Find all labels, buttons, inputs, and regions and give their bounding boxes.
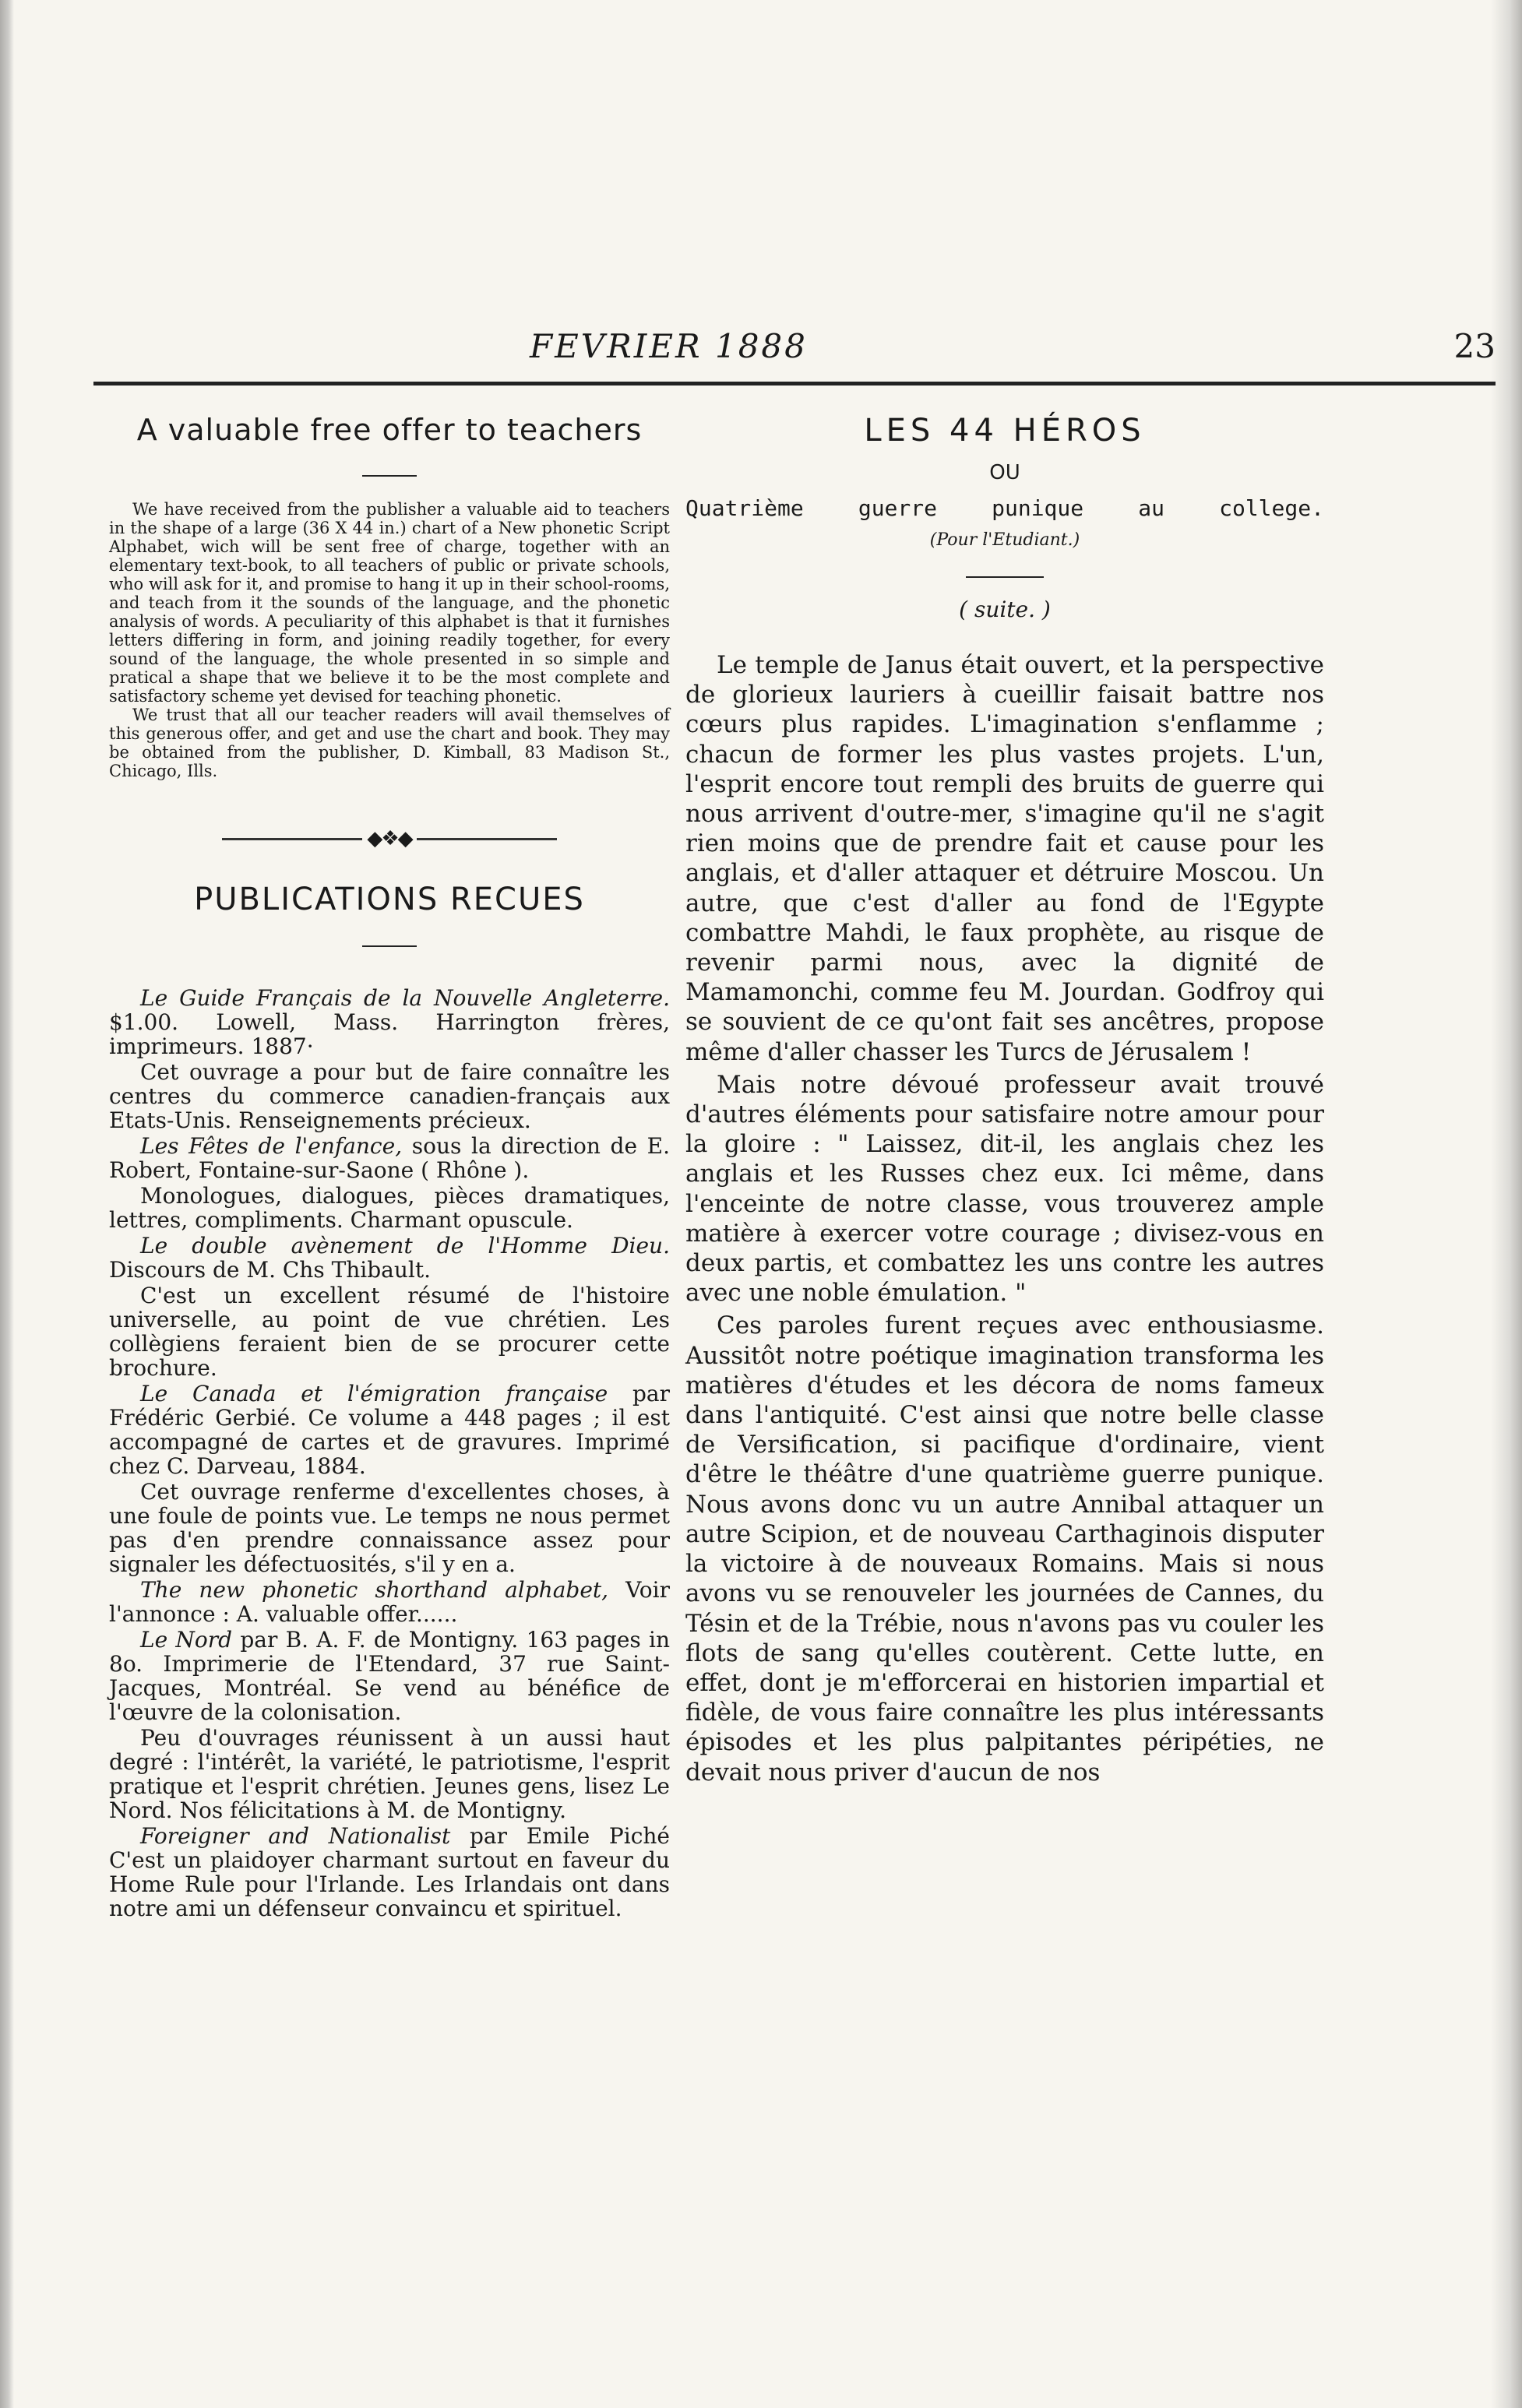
publication-entry: Le Nord par B. A. F. de Montigny. 163 pages in 8o. Imprimerie de l'Etendard, 37 rue Saint-Jacques, Montréal. Se vend au bénéfice de l'œuvre de la colonisation. <box>109 1627 670 1725</box>
running-head <box>93 327 1496 374</box>
scan-edge-right <box>1491 0 1522 2408</box>
publication-entry: Peu d'ouvrages réunissent à un aussi haut degré : l'intérêt, la variété, le patriotisme, l'esprit pratique et l'esprit chrétien. Jeunes gens, lisez Le Nord. Nos félicitations à M. de Montigny. <box>109 1725 670 1823</box>
article-paragraph-1: Le temple de Janus était ouvert, et la perspective de glorieux lauriers à cueillir faisait battre nos cœurs plus rapides. L'imagination s'enflamme ; chacun de former les plus vastes projets. L'un, l'esprit encore tout rempli des bruits de guerre qui nous arrivent d'outre-mer, s'imagine qu'il ne s'agit rien moins que de prendre fait et cause pour les anglais, et d'aller attaquer et détruire Moscou. Un autre, que c'est d'aller au fond de l'Egypte combattre Mahdi, le faux prophète, au risque de revenir parmi nous, avec la dignité de Mamamonchi, comme feu M. Jourdan. Godfroy qui se souvient de ce qu'ont fait ses ancêtres, propose même d'aller chasser les Turcs de Jérusalem ! <box>685 651 1324 1066</box>
publication-entry: Les Fêtes de l'enfance, sous la direction de E. Robert, Fontaine-sur-Saone ( Rhône ). <box>109 1133 670 1183</box>
publication-entry: The new phonetic shorthand alphabet, Voir l'annonce : A. valuable offer...... <box>109 1577 670 1627</box>
page-number: 23 <box>1453 327 1496 365</box>
article-body <box>685 650 1324 1787</box>
publication-entry: Le Guide Français de la Nouvelle Angleterre. $1.00. Lowell, Mass. Harrington frères, imprimeurs. 1887· <box>109 985 670 1059</box>
section-ornament: ◆❖◆ <box>109 827 670 850</box>
article-paragraph-2: Mais notre dévoué professeur avait trouvé d'autres éléments pour satisfaire notre amour pour la gloire : " Laissez, dit-il, les anglais chez les anglais et les Russes chez eux. Ici même, dans l'enceinte de notre classe, vous trouverez ample matière à exercer votre courage ; divisez-vous en deux partis, et combattez les uns contre les autres avec une noble émulation. " <box>685 1070 1324 1308</box>
offer-paragraph-1: We have received from the publisher a valuable aid to teachers in the shape of a large (36 X 44 in.) chart of a New phonetic Script Alphabet, wich will be sent free of charge, together with an elementary text-book, to all teachers of public or private schools, who will ask for it, and promise to hang it up in their school-rooms, and teach from it the sounds of the language, and the phonetic analysis of words. A peculiarity of this alphabet is that it furnishes letters differing in form, and joining readily together, for every sound of the language, the whole presented in so simple and pratical a shape that we believe it to be the most complete and satisfactory scheme yet devised for teaching phonetic. <box>109 500 670 706</box>
article-subtitle: Quatrième guerre punique au college. <box>685 495 1324 521</box>
left-column <box>109 389 670 1922</box>
publication-entry: Foreigner and Nationalist par Emile Piché C'est un plaidoyer charmant surtout en faveur du Home Rule pour l'Irlande. Les Irlandais ont dans notre ami un défenseur convaincu et spirituel. <box>109 1823 670 1921</box>
publication-entry: Monologues, dialogues, pièces dramatiques, lettres, compliments. Charmant opuscule. <box>109 1183 670 1233</box>
publication-entry: Cet ouvrage renferme d'excellentes choses, à une foule de points vue. Le temps ne nous permet pas d'en prendre connaissance assez pour signaler les défectuosités, s'il y en a. <box>109 1479 670 1577</box>
offer-rule <box>362 475 417 477</box>
publication-entry: Cet ouvrage a pour but de faire connaître les centres du commerce canadien-français aux Etats-Unis. Renseignements précieux. <box>109 1059 670 1133</box>
running-head-title: FEVRIER 1888 <box>530 327 808 365</box>
publication-entry: Le Canada et l'émigration française par Frédéric Gerbié. Ce volume a 448 pages ; il est accompagné de cartes et de gravures. Imprimé chez C. Darveau, 1884. <box>109 1381 670 1479</box>
article-heading: LES 44 HÉROS <box>864 413 1146 449</box>
article-note: (Pour l'Etudiant.) <box>929 530 1080 550</box>
publications-heading: PUBLICATIONS RECUES <box>194 882 585 917</box>
publications-list <box>109 986 670 1920</box>
header-rule <box>93 382 1496 385</box>
offer-heading: A valuable free offer to teachers <box>136 413 643 447</box>
article-heading-ou: OU <box>989 461 1020 484</box>
publications-rule <box>362 945 417 947</box>
offer-paragraph-2: We trust that all our teacher readers will avail themselves of this generous offer, and get and use the chart and book. They may be obtained from the publisher, D. Kimball, 83 Madison St., Chicago, Ills. <box>109 706 670 780</box>
article-suite: ( suite. ) <box>959 597 1051 622</box>
scan-edge-left <box>0 0 14 2408</box>
article-paragraph-3: Ces paroles furent reçues avec enthousiasme. Aussitôt notre poétique imagination transforma les matières d'études et les décora de noms fameux dans l'antiquité. C'est ainsi que notre belle classe de Versification, si pacifique d'ordinaire, vient d'être le théâtre d'une quatrième guerre punique. Nous avons donc vu un autre Annibal attaquer un autre Scipion, et de nouveau Carthaginois disputer la victoire à de nouveaux Romains. Mais si nous avons vu se renouveler les journées de Cannes, du Tésin et de la Trébie, nous n'avons pas vu couler les flots de sang qu'elles coutèrent. Cette lutte, en effet, dont je m'efforcerai en historien impartial et fidèle, de vous faire connaître les plus intéressants épisodes et les plus palpitantes péripéties, ne devait nous priver d'aucun de nos <box>685 1311 1324 1787</box>
right-column <box>685 389 1324 1790</box>
publication-entry: C'est un excellent résumé de l'histoire universelle, au point de vue chrétien. Les collègiens feraient bien de se procurer cette brochure. <box>109 1283 670 1381</box>
article-rule <box>966 576 1044 578</box>
publication-entry: Le double avènement de l'Homme Dieu. Discours de M. Chs Thibault. <box>109 1233 670 1283</box>
